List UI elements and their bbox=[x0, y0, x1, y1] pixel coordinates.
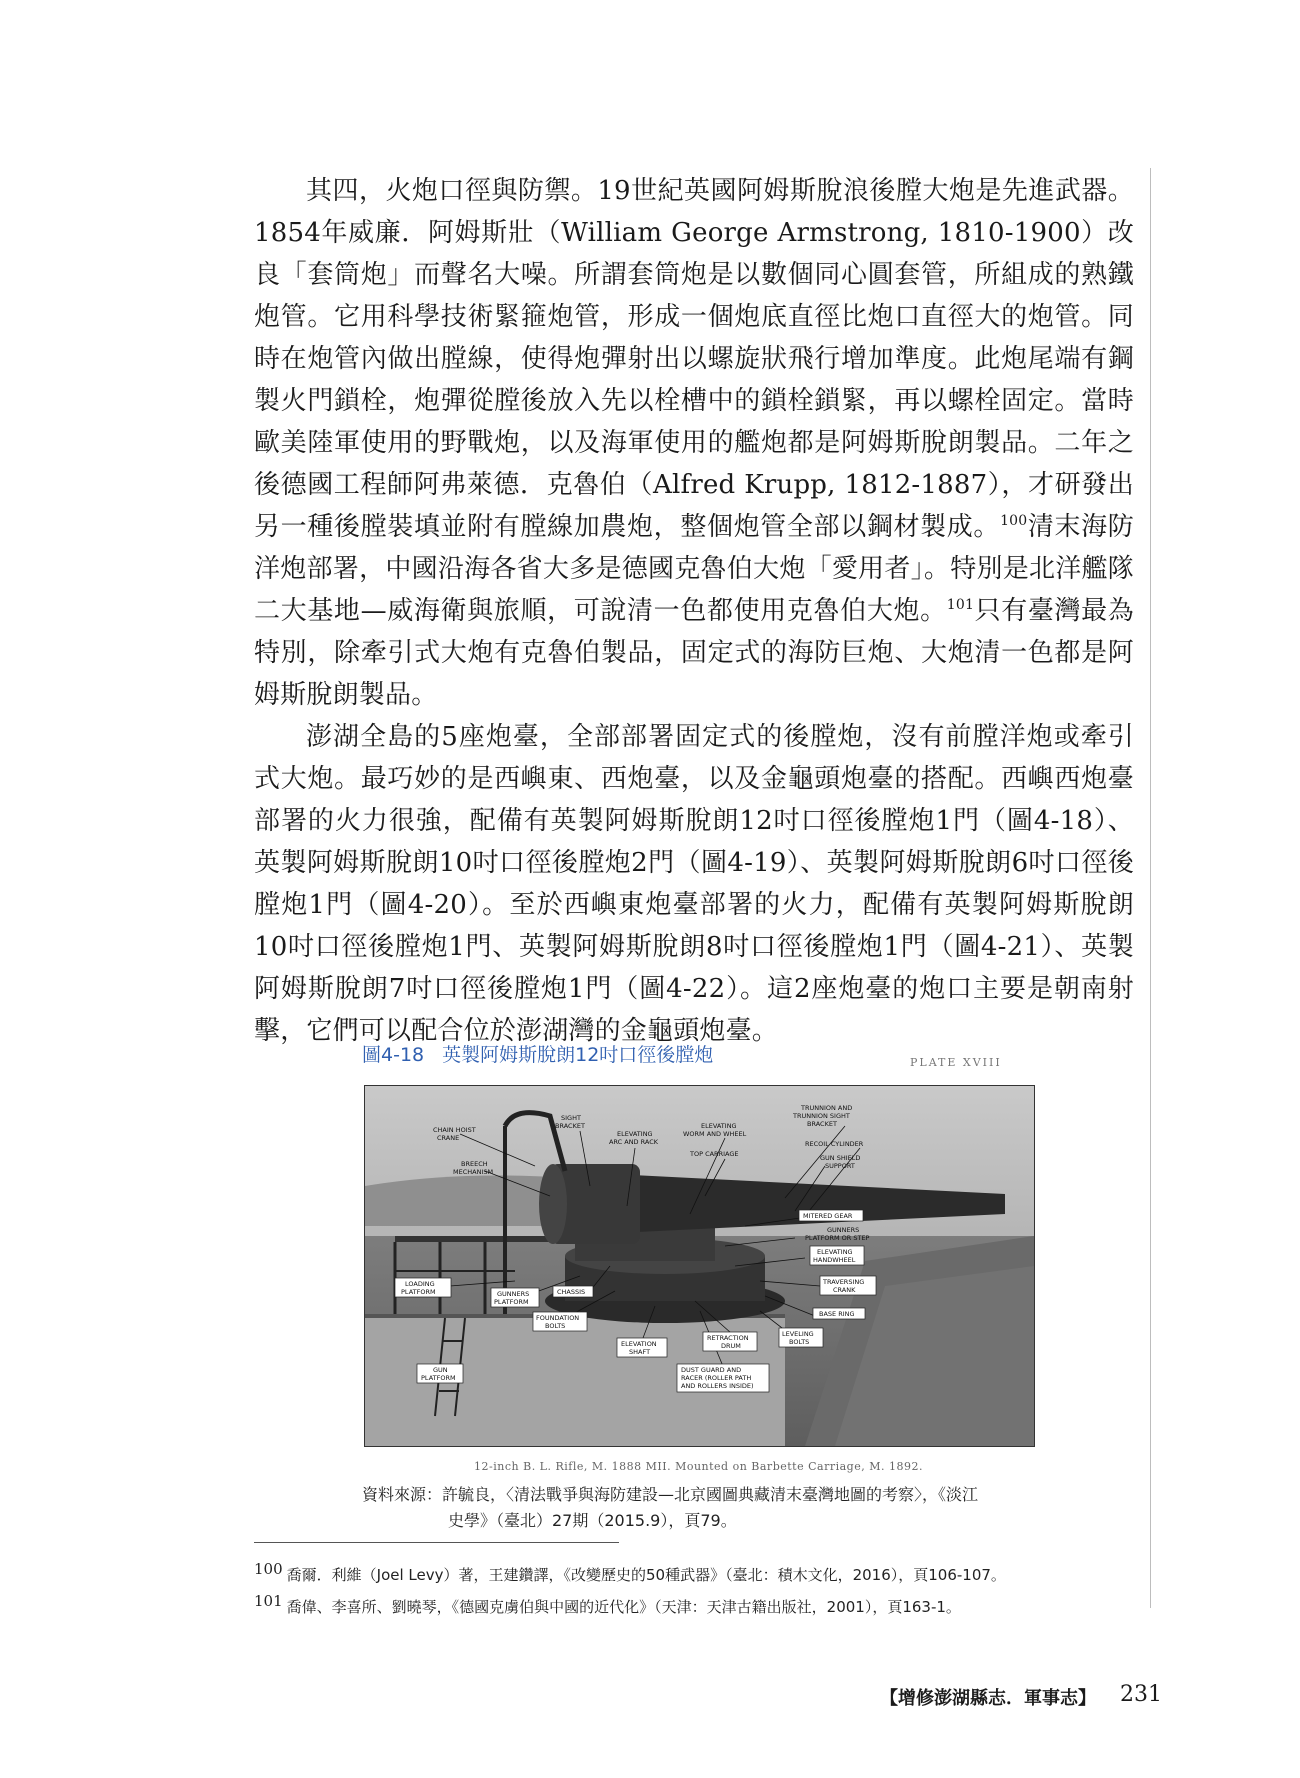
svg-text:GUN SHIELDSUPPORT bbox=[820, 1154, 860, 1170]
figure-number: 圖4-18 bbox=[362, 1044, 425, 1066]
label-gun-platform-1: GUN bbox=[433, 1366, 448, 1374]
source-line-2: 史學》（臺北）27期（2015.9），頁79。 bbox=[448, 1511, 737, 1530]
figure-source bbox=[362, 1482, 1062, 1534]
label-elevating-arc-2: ARC AND RACK bbox=[609, 1138, 659, 1146]
label-elevating-arc-1: ELEVATING bbox=[617, 1130, 653, 1138]
figure-photo bbox=[364, 1085, 1035, 1447]
label-dust-guard-2: RACER (ROLLER PATH bbox=[681, 1374, 752, 1382]
running-title: 【增修澎湖縣志．軍事志】 bbox=[880, 1688, 1096, 1709]
label-gunners-platform-2: PLATFORM bbox=[494, 1298, 529, 1306]
label-gun-shield-2: SUPPORT bbox=[825, 1162, 855, 1170]
svg-text:GUNNERSPLATFORM bbox=[494, 1290, 529, 1306]
footnote-rule bbox=[254, 1542, 619, 1543]
label-recoil-cylinder: RECOIL CYLINDER bbox=[805, 1140, 864, 1148]
figure-title: 英製阿姆斯脫朗12吋口徑後膛炮 bbox=[442, 1044, 714, 1066]
label-breech-2: MECHANISM bbox=[453, 1168, 494, 1176]
label-trunnion-2: TRUNNION SIGHT bbox=[793, 1112, 850, 1120]
label-trunnion-3: BRACKET bbox=[807, 1120, 837, 1128]
footnote-ref-101[interactable]: 101 bbox=[946, 597, 975, 613]
gun-illustration bbox=[365, 1086, 1034, 1446]
label-top-carriage: TOP CARRIAGE bbox=[690, 1150, 739, 1158]
label-foundation-1: FOUNDATION bbox=[536, 1314, 580, 1322]
label-chain-hoist-2: CRANE bbox=[437, 1134, 460, 1142]
page-number: 231 bbox=[1120, 1682, 1162, 1707]
main-text bbox=[254, 170, 1134, 1052]
footnote-100: 100 喬爾．利維（Joel Levy）著，王建鑽譯，《改變歷史的50種武器》（臺北：積木文化，2016），頁106-107。 bbox=[254, 1560, 1006, 1584]
label-loading-1: LOADING bbox=[405, 1280, 435, 1288]
label-chassis: CHASSIS bbox=[557, 1288, 586, 1296]
label-dust-guard-3: AND ROLLERS INSIDE) bbox=[681, 1382, 754, 1390]
label-elevation-shaft-1: ELEVATION bbox=[621, 1340, 657, 1348]
paragraph-1: 其四，火炮口徑與防禦。19世紀英國阿姆斯脫浪後膛大炮是先進武器。1854年威廉．阿姆斯壯（William George Armstrong, 1810-1900）改良「套筒炮」而聲名大噪。所謂套筒炮是以數個同心圓套管，所組成的熟鐵炮管。它用科學技術緊箍炮管，形成一個炮底直徑比炮口直徑大的炮管。同時在炮管內做出膛線，使得炮彈射出以螺旋狀飛行增加準度。此炮尾端有鋼製火門鎖栓，炮彈從膛後放入先以栓槽中的鎖栓鎖緊，再以螺栓固定。當時歐美陸軍使用的野戰炮，以及海軍使用的艦炮都是阿姆斯脫朗製品。二年之後德國工程師阿弗萊德．克魯伯（Alfred Krupp, 1812-1887），才研發出另一種後膛裝填並附有膛線加農炮，整個炮管全部以鋼材製成。$^{100}$清末海防洋炮部署，中國沿海各省大多是德國克魯伯大炮「愛用者」。特別是北洋艦隊二大基地—威海衛與旅順，可說清一色都使用克魯伯大炮。$^{101}$只有臺灣最為特別，除牽引式大炮有克魯伯製品，固定式的海防巨炮、大炮清一色都是阿姆斯脫朗製品。 bbox=[254, 176, 1134, 710]
label-breech-1: BREECH bbox=[461, 1160, 488, 1168]
figure-caption bbox=[362, 1040, 713, 1067]
svg-text:ELEVATINGARC AND RACK bbox=[609, 1130, 659, 1146]
label-elevating-hw-1: ELEVATING bbox=[817, 1248, 853, 1256]
label-dust-guard-1: DUST GUARD AND bbox=[681, 1366, 742, 1374]
label-chain-hoist-1: CHAIN HOIST bbox=[433, 1126, 476, 1134]
photo-credit: 12-inch B. L. Rifle, M. 1888 MII. Mounted on Barbette Carriage, M. 1892. bbox=[474, 1460, 923, 1473]
label-gunners-step-1: GUNNERS bbox=[827, 1226, 860, 1234]
label-mitered-gear: MITERED GEAR bbox=[803, 1212, 853, 1220]
label-gun-shield-1: GUN SHIELD bbox=[820, 1154, 861, 1162]
label-gunners-platform-1: GUNNERS bbox=[497, 1290, 530, 1298]
label-retraction-2: DRUM bbox=[721, 1342, 741, 1350]
label-elevating-worm-2: WORM AND WHEEL bbox=[683, 1130, 747, 1138]
svg-text:LOADINGPLATFORM bbox=[401, 1280, 436, 1296]
label-trunnion-1: TRUNNION AND bbox=[801, 1104, 853, 1112]
label-gun-platform-2: PLATFORM bbox=[421, 1374, 456, 1382]
svg-text:ELEVATINGHANDWHEEL bbox=[813, 1248, 856, 1264]
paragraph-2: 澎湖全島的5座炮臺，全部部署固定式的後膛炮，沒有前膛洋炮或牽引式大炮。最巧妙的是西嶼東、西炮臺，以及金龜頭炮臺的搭配。西嶼西炮臺部署的火力很強，配備有英製阿姆斯脫朗12吋口徑後膛炮1門（圖4-18）、英製阿姆斯脫朗10吋口徑後膛炮2門（圖4-19）、英製阿姆斯脫朗6吋口徑後膛炮1門（圖4-20）。至於西嶼東炮臺部署的火力，配備有英製阿姆斯脫朗10吋口徑後膛炮1門、英製阿姆斯脫朗8吋口徑後膛炮1門（圖4-21）、英製阿姆斯脫朗7吋口徑後膛炮1門（圖4-22）。這2座炮臺的炮口主要是朝南射擊，它們可以配合位於澎湖灣的金龜頭炮臺。 bbox=[254, 722, 1134, 1046]
label-leveling-1: LEVELING bbox=[782, 1330, 814, 1338]
label-foundation-2: BOLTS bbox=[545, 1322, 566, 1330]
label-traversing-2: CRANK bbox=[833, 1286, 856, 1294]
label-leveling-2: BOLTS bbox=[789, 1338, 810, 1346]
label-elevation-shaft-2: SHAFT bbox=[629, 1348, 651, 1356]
label-loading-2: PLATFORM bbox=[401, 1288, 436, 1296]
footnote-ref-100[interactable]: 100 bbox=[1000, 513, 1028, 529]
label-elevating-worm-1: ELEVATING bbox=[701, 1122, 737, 1130]
label-base-ring: BASE RING bbox=[819, 1310, 855, 1318]
footnotes bbox=[254, 1556, 1134, 1620]
margin-rule bbox=[1150, 168, 1151, 1608]
label-retraction-1: RETRACTION bbox=[707, 1334, 749, 1342]
source-line-1: 資料來源：許毓良，〈清法戰爭與海防建設—北京國圖典藏清末臺灣地圖的考察〉，《淡江 bbox=[362, 1485, 979, 1504]
label-sight-bracket-1: SIGHT bbox=[561, 1114, 581, 1122]
label-gunners-step-2: PLATFORM OR STEP bbox=[805, 1234, 870, 1242]
label-traversing-1: TRAVERSING bbox=[823, 1278, 865, 1286]
plate-label: PLATE XVIII bbox=[910, 1056, 1002, 1069]
footnote-101: 101 喬偉、李喜所、劉曉琴，《德國克虜伯與中國的近代化》（天津：天津古籍出版社，2001），頁163-1。 bbox=[254, 1592, 961, 1616]
label-elevating-hw-2: HANDWHEEL bbox=[813, 1256, 856, 1264]
label-sight-bracket-2: BRACKET bbox=[555, 1122, 585, 1130]
